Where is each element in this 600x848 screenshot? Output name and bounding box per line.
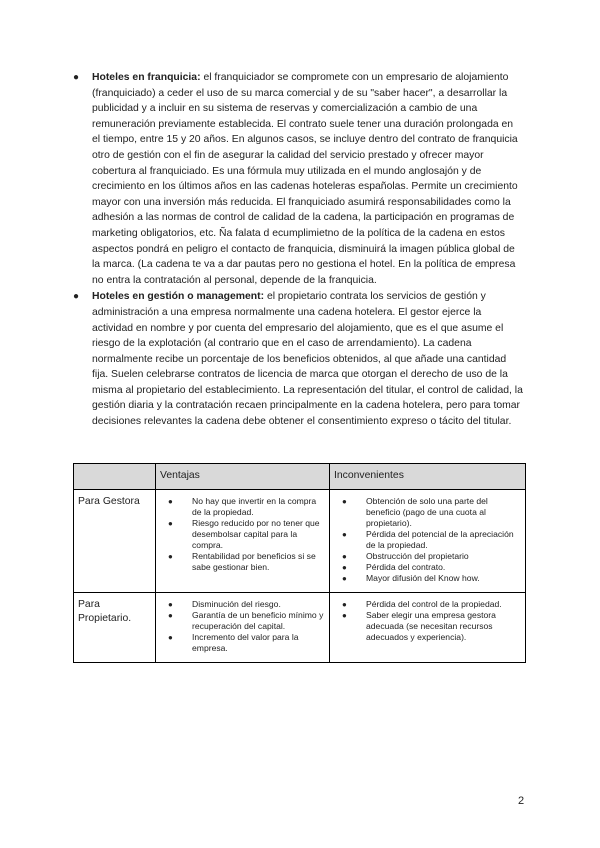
list-item: ● No hay que invertir en la compra de la propiedad.	[168, 496, 317, 517]
header-cell-ventajas: Ventajas	[156, 464, 330, 490]
header-cell-inconvenientes: Inconvenientes	[330, 464, 526, 490]
bullet-text: el propietario contrata los servicios de gestión y administración a una empresa normalmente una cadena hotelera. El gestor ejerce la actividad en nombre y por cuenta del empresario del alojamiento, que es el que asume el riesgo de la explotación (al contrario que en el caso de arrendamiento). La cadena normalmente recibe un porcentaje de los beneficios obtenidos, al que añade una cantidad fija. Suelen celebrarse contratos de licencia de marca que otorgan el derecho de uso de la misma al propietario del establecimiento. La representación del titular, el control de calidad, la gestión diaria y la contratación recaen principalmente en la cadena hotelera, pero para tomar decisiones relevantes la cadena debe obtener el consentimiento expreso o tácito del titular.	[92, 291, 523, 428]
page-number: 2	[518, 795, 525, 807]
list-item: ● Pérdida del contrato.	[342, 562, 446, 572]
header-cell-empty	[74, 464, 156, 490]
table-header-row	[74, 464, 526, 490]
bullet-text: el franquiciador se compromete con un empresario de alojamiento (franquiciado) a ceder el uso de su marca comercial y de su "saber hacer", a desarrollar la publicidad y a incluir en su sistema de reservas y comercialización a cambio de una remuneración previamente establecida. El contrato suele tener una duración prolongada en el tiempo, entre 15 y 20 años. En algunos casos, se incluye dentro del contrato de franquicia otro de gestión con el fin de asegurar la calidad del servicio prestado y ofrecer mayor cobertura al franquiciado. Es una fórmula muy utilizada en el mundo anglosajón y de crecimiento en los últimos años en las cadenas hoteleras españolas. Permite un crecimiento mayor con una inversión más reducida. El franquiciado asumirá responsabilidades como la adhesión a las normas de control de calidad de la cadena, la participación en programas de marketing obligatorios, etc. Ña falata d ecumplimietno de la política de la cadena en estos aspectos pondrá en peligro el contacto de franquicia, disminuirá la imagen pública global de la marca. (La cadena te va a dar pautas pero no gestiona el hotel. En la política de empresa no entra la contratación al personal, depende de la franquicia.	[92, 72, 518, 286]
inconvenientes-cell	[330, 593, 526, 663]
bullet-dot: ●	[73, 291, 80, 303]
list-item: ● Pérdida del control de la propiedad.	[342, 599, 502, 609]
table-row-gestora	[74, 490, 526, 593]
comparison-table	[73, 463, 526, 663]
list-item: ● Saber elegir una empresa gestora adecuada (se necesitan recursos adecuados y experiencia).	[342, 610, 496, 642]
row-label: Para Gestora	[74, 490, 156, 593]
bullet-gestion	[73, 289, 524, 429]
bullet-dot: ●	[73, 72, 80, 83]
bullet-title: Hoteles en gestión o management:	[92, 291, 265, 303]
list-item: ● Pérdida del potencial de la apreciación de la propiedad.	[342, 529, 514, 550]
list-item: ● Obstrucción del propietario	[342, 551, 469, 561]
inconvenientes-cell	[330, 490, 526, 593]
ventajas-cell	[156, 490, 330, 593]
row-label: Para Propietario.	[74, 593, 156, 663]
list-item: ● Disminución del riesgo.	[168, 599, 281, 609]
list-item: ● Rentabilidad por beneficios si se sabe gestionar bien.	[168, 551, 316, 572]
list-item: ● Obtención de solo una parte del beneficio (pago de una cuota al propietario).	[342, 496, 488, 528]
list-item: ● Garantía de un beneficio mínimo y recuperación del capital.	[168, 610, 324, 631]
bullet-franquicia	[73, 70, 524, 288]
table-row-propietario	[74, 593, 526, 663]
bullet-title: Hoteles en franquicia:	[92, 72, 201, 83]
ventajas-cell	[156, 593, 330, 663]
list-item: ● Riesgo reducido por no tener que desembolsar capital para la compra.	[168, 518, 320, 550]
list-item: ● Mayor difusión del Know how.	[342, 573, 480, 583]
list-item: ● Incremento del valor para la empresa.	[168, 632, 299, 653]
bullet-list	[73, 70, 524, 431]
